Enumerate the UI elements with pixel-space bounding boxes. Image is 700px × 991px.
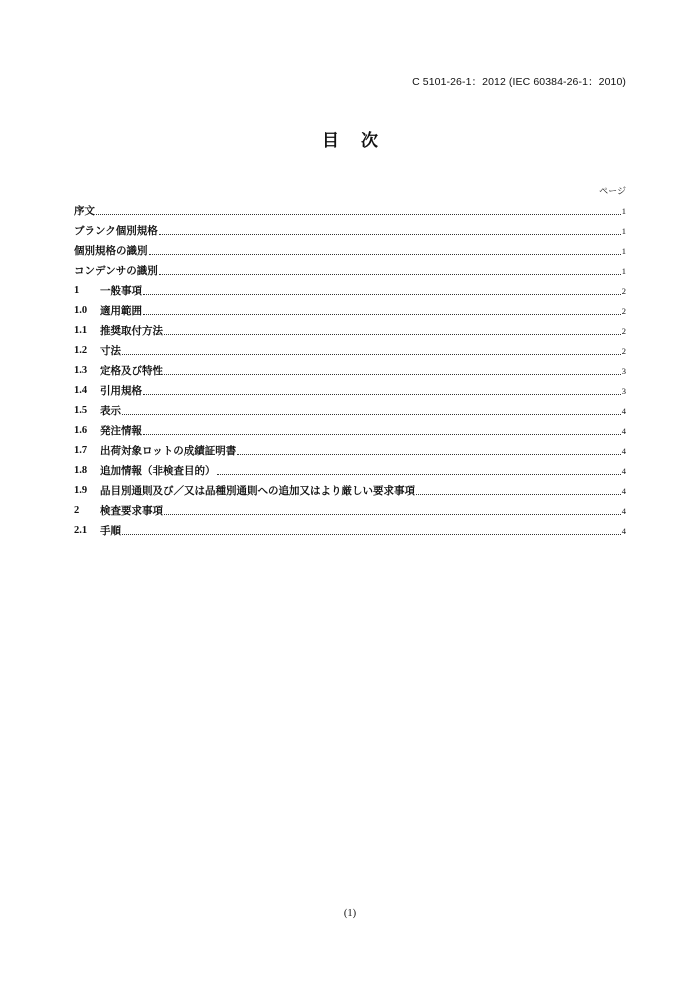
page-title: 目次	[322, 131, 400, 151]
toc-entry-number: 1.2	[74, 345, 88, 356]
toc-entry-number: 1.6	[74, 425, 88, 436]
toc-entry-title: 適用範囲	[100, 305, 142, 317]
toc-entry[interactable]	[74, 478, 626, 498]
toc-entry-title: 個別規格の識別	[74, 245, 148, 257]
toc-entry-page: 4	[621, 506, 626, 516]
toc-entry-title: コンデンサの識別	[74, 265, 158, 277]
toc-entry-title: 品目別通則及び／又は品種別通則への追加又はより厳しい要求事項	[100, 485, 415, 497]
toc-entry[interactable]	[74, 358, 626, 378]
table-of-contents	[74, 198, 626, 538]
toc-entry-title: 発注情報	[100, 425, 142, 437]
toc-dot-leader	[143, 394, 621, 395]
toc-entry-page: 4	[621, 526, 626, 536]
toc-entry-page: 3	[621, 366, 626, 376]
toc-entry-page: 4	[621, 426, 626, 436]
toc-dot-leader	[164, 374, 621, 375]
toc-entry[interactable]	[74, 518, 626, 538]
toc-entry[interactable]	[74, 318, 626, 338]
toc-entry-page: 2	[621, 346, 626, 356]
toc-entry[interactable]	[74, 278, 626, 298]
toc-entry-title: 出荷対象ロットの成績証明書	[100, 445, 237, 457]
page-number: (1)	[343, 908, 357, 919]
toc-entry-title: 寸法	[100, 345, 121, 357]
toc-entry[interactable]	[74, 398, 626, 418]
toc-entry-title: 推奨取付方法	[100, 325, 163, 337]
toc-dot-leader	[159, 274, 621, 275]
toc-entry-title: 手順	[100, 525, 121, 537]
toc-entry-page: 1	[621, 246, 626, 256]
toc-dot-leader	[164, 334, 621, 335]
toc-entry[interactable]	[74, 198, 626, 218]
toc-entry-number: 1.1	[74, 325, 88, 336]
toc-entry[interactable]	[74, 498, 626, 518]
toc-entry[interactable]	[74, 458, 626, 478]
toc-entry-title: 定格及び特性	[100, 365, 163, 377]
toc-entry-number: 1.8	[74, 465, 88, 476]
toc-dot-leader	[122, 414, 621, 415]
toc-dot-leader	[143, 434, 621, 435]
toc-entry-number: 1.3	[74, 365, 88, 376]
toc-dot-leader	[143, 314, 621, 315]
toc-entry[interactable]	[74, 298, 626, 318]
toc-dot-leader	[143, 294, 621, 295]
toc-entry-number: 1	[74, 285, 80, 296]
toc-entry-number: 1.0	[74, 305, 88, 316]
toc-entry-page: 2	[621, 306, 626, 316]
toc-dot-leader	[96, 214, 621, 215]
toc-entry-page: 2	[621, 286, 626, 296]
toc-entry-number: 1.4	[74, 385, 88, 396]
toc-entry-number: 1.5	[74, 405, 88, 416]
toc-entry-title: 検査要求事項	[100, 505, 163, 517]
toc-entry[interactable]	[74, 378, 626, 398]
toc-entry-page: 1	[621, 206, 626, 216]
document-id: C 5101-26-1：2012 (IEC 60384-26-1：2010)	[412, 76, 626, 88]
toc-entry-page: 2	[621, 326, 626, 336]
toc-entry-number: 1.9	[74, 485, 88, 496]
toc-dot-leader	[416, 494, 621, 495]
toc-entry[interactable]	[74, 338, 626, 358]
toc-entry-title: ブランク個別規格	[74, 225, 158, 237]
toc-entry[interactable]	[74, 418, 626, 438]
toc-dot-leader	[149, 254, 621, 255]
toc-entry-title: 表示	[100, 405, 121, 417]
toc-entry-page: 4	[621, 446, 626, 456]
toc-entry-page: 4	[621, 406, 626, 416]
toc-entry-page: 3	[621, 386, 626, 396]
page-column-label: ページ	[599, 187, 626, 197]
toc-entry-title: 引用規格	[100, 385, 142, 397]
toc-entry-title: 序文	[74, 205, 95, 217]
toc-entry-title: 一般事項	[100, 285, 142, 297]
toc-entry-number: 2	[74, 505, 80, 516]
toc-dot-leader	[164, 514, 621, 515]
toc-entry[interactable]	[74, 258, 626, 278]
toc-entry[interactable]	[74, 218, 626, 238]
toc-dot-leader	[122, 354, 621, 355]
toc-entry[interactable]	[74, 438, 626, 458]
toc-entry[interactable]	[74, 238, 626, 258]
toc-entry-number: 1.7	[74, 445, 88, 456]
toc-entry-page: 4	[621, 466, 626, 476]
toc-dot-leader	[159, 234, 621, 235]
toc-entry-page: 1	[621, 226, 626, 236]
toc-entry-number: 2.1	[74, 525, 88, 536]
toc-dot-leader	[122, 534, 621, 535]
toc-dot-leader	[217, 474, 621, 475]
toc-dot-leader	[237, 454, 620, 455]
toc-entry-page: 4	[621, 486, 626, 496]
toc-entry-title: 追加情報（非検査目的）	[100, 465, 216, 477]
toc-entry-page: 1	[621, 266, 626, 276]
